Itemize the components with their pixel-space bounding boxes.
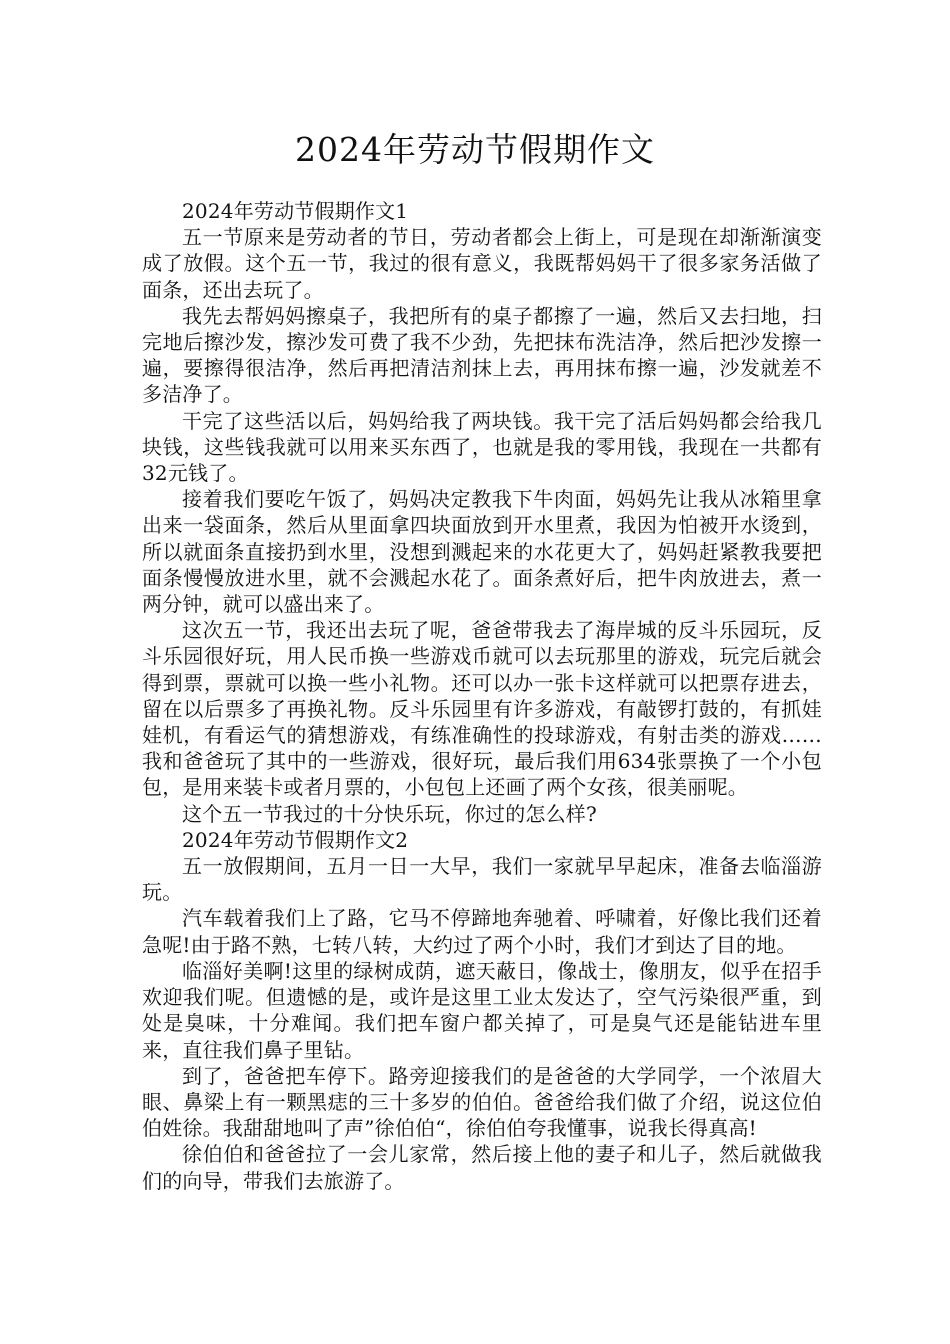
paragraph: 我先去帮妈妈擦桌子，我把所有的桌子都擦了一遍，然后又去扫地，扫完地后擦沙发，擦沙发可费了我不少劲，先把抹布洗洁净，然后把沙发擦一遍，要擦得很洁净，然后再把清洁剂抹上去，再用抹布擦一遍，沙发就差不多洁净了。 bbox=[142, 303, 822, 407]
paragraph: 接着我们要吃午饭了，妈妈决定教我下牛肉面，妈妈先让我从冰箱里拿出来一袋面条，然后从里面拿四块面放到开水里煮，我因为怕被开水烫到，所以就面条直接扔到水里，没想到溅起来的水花更大了，妈妈赶紧教我要把面条慢慢放进水里，就不会溅起水花了。面条煮好后，把牛肉放进去，煮一两分钟，就可以盛出来了。 bbox=[142, 487, 822, 617]
paragraph: 徐伯伯和爸爸拉了一会儿家常，然后接上他的妻子和儿子，然后就做我们的向导，带我们去旅游了。 bbox=[142, 1142, 822, 1193]
document-title: 2024年劳动节假期作文 bbox=[295, 130, 655, 169]
paragraph: 这个五一节我过的十分快乐玩，你过的怎么样? bbox=[182, 801, 597, 826]
paragraph: 到了，爸爸把车停下。路旁迎接我们的是爸爸的大学同学，一个浓眉大眼、鼻梁上有一颗黑痣的三十多岁的伯伯。爸爸给我们做了介绍，说这位伯伯姓徐。我甜甜地叫了声”徐伯伯“，徐伯伯夸我懂事，说我长得真高! bbox=[142, 1063, 822, 1141]
paragraph: 五一节原来是劳动者的节日，劳动者都会上街上，可是现在却渐渐演变成了放假。这个五一节，我过的很有意义，我既帮妈妈干了很多家务活做了面条，还出去玩了。 bbox=[142, 225, 822, 302]
paragraph: 临淄好美啊!这里的绿树成荫，遮天蔽日，像战士，像朋友，似乎在招手欢迎我们呢。但遗憾的是，或许是这里工业太发达了，空气污染很严重，到处是臭味，十分难闻。我们把车窗户都关掉了，可是臭气还是能钻进车里来，直往我们鼻子里钻。 bbox=[142, 958, 822, 1062]
paragraph: 干完了这些活以后，妈妈给我了两块钱。我干完了活后妈妈都会给我几块钱，这些钱我就可以用来买东西了，也就是我的零用钱，我现在一共都有32元钱了。 bbox=[142, 408, 822, 486]
paragraph: 五一放假期间，五月一日一大早，我们一家就早早起床，准备去临淄游玩。 bbox=[142, 854, 822, 905]
essay-2-heading: 2024年劳动节假期作文2 bbox=[182, 827, 409, 852]
essay-1-heading: 2024年劳动节假期作文1 bbox=[182, 199, 409, 223]
paragraph: 这次五一节，我还出去玩了呢，爸爸带我去了海岸城的反斗乐园玩，反斗乐园很好玩，用人民币换一些游戏币就可以去玩那里的游戏，玩完后就会得到票，票就可以换一些小礼物。还可以办一张卡这样就可以把票存进去，留在以后票多了再换礼物。反斗乐园里有许多游戏，有敲锣打鼓的，有抓娃娃机，有看运气的猜想游戏，有练准确性的投球游戏，有射击类的游戏……我和爸爸玩了其中的一些游戏，很好玩，最后我们用634张票换了一个小包包，是用来装卡或者月票的，小包包上还画了两个女孩，很美丽呢。 bbox=[142, 618, 822, 800]
paragraph: 汽车载着我们上了路，它马不停蹄地奔驰着、呼啸着，好像比我们还着急呢!由于路不熟，七转八转，大约过了两个小时，我们才到达了目的地。 bbox=[142, 906, 822, 957]
document-body bbox=[142, 198, 822, 1194]
